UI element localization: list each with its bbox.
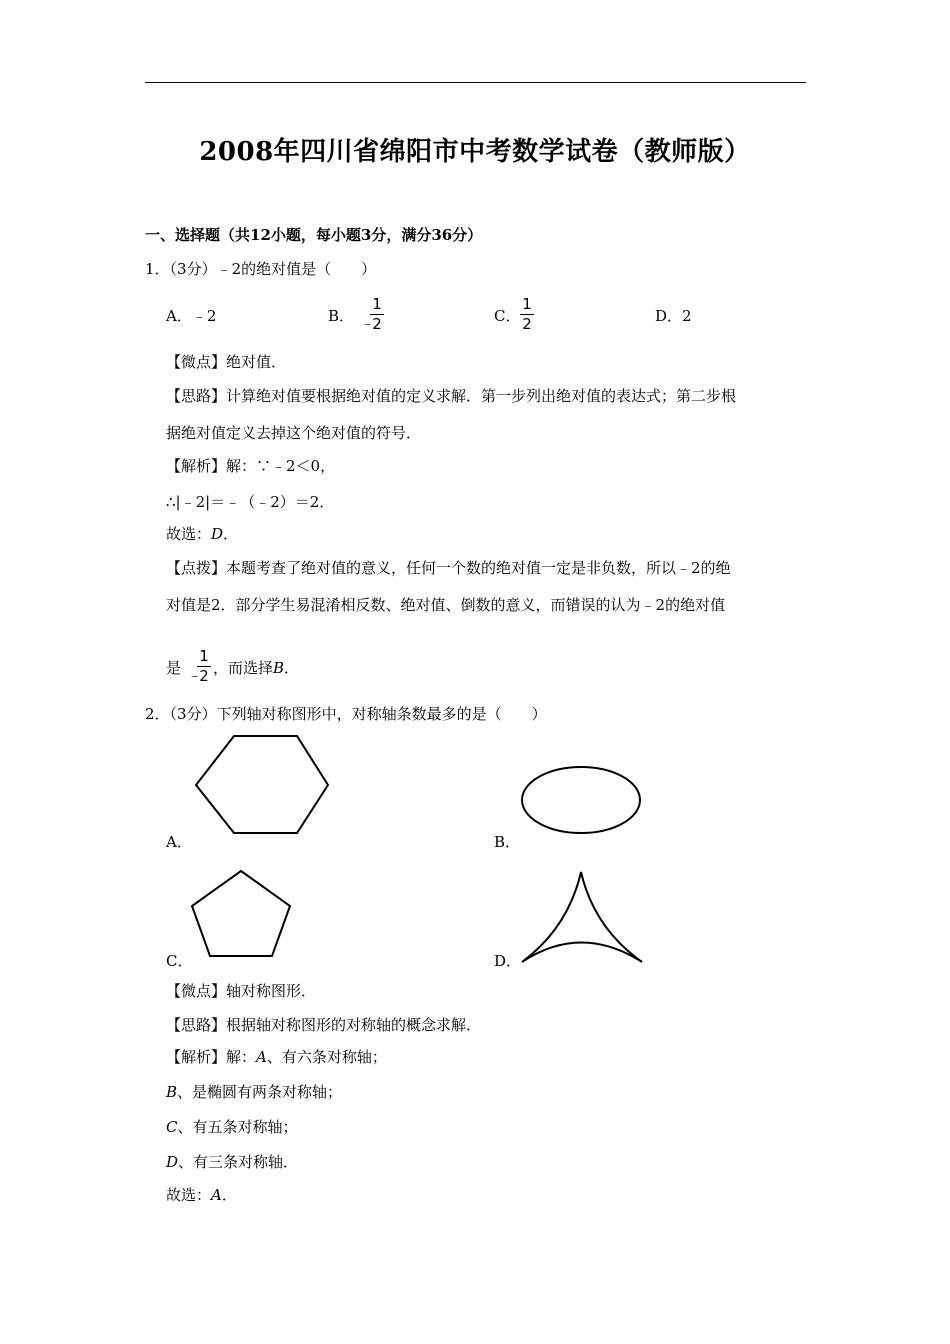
answer-suffix: ． xyxy=(223,525,239,543)
q1-dianbo-sign: ﹣ xyxy=(187,666,203,684)
dianbo-letter: B xyxy=(273,659,285,677)
jiexi-a-letter: A xyxy=(256,1048,267,1066)
q1-option-b-sign: ﹣ xyxy=(360,314,376,332)
q1-dianbo-line1: 【点拨】本题考查了绝对值的意义，任何一个数的绝对值一定是非负数，所以﹣2的绝 xyxy=(166,559,731,577)
q1-step: ∴|﹣2|＝﹣（﹣2）＝2． xyxy=(166,493,335,511)
q1-dianbo-line3-prefix: 是 xyxy=(166,659,182,677)
q1-dianbo-fraction xyxy=(197,648,211,685)
q2-weidian: 【微点】轴对称图形． xyxy=(166,982,317,1000)
q1-dianbo-line3-rest xyxy=(213,658,299,678)
q2-jiexi-d xyxy=(166,1152,298,1172)
q2-figure-d-label: D． xyxy=(494,952,522,970)
jiexi-a-text: 、有六条对称轴； xyxy=(266,1048,387,1066)
page-title: 2008年四川省绵阳市中考数学试卷（教师版） xyxy=(199,137,751,167)
q2-stem: 2．（3分）下列轴对称图形中，对称轴条数最多的是（ ） xyxy=(145,705,547,723)
answer-prefix: 故选： xyxy=(166,525,212,543)
fraction-denominator: 2 xyxy=(372,315,382,333)
q1-silu-line2: 据绝对值定义去掉这个绝对值的符号． xyxy=(166,424,422,442)
q1-stem: 1．（3分）﹣2的绝对值是（ ） xyxy=(145,260,377,278)
q1-option-c-label: C． xyxy=(494,307,521,325)
q1-option-b-fraction xyxy=(370,296,384,333)
q2-figure-a-label: A． xyxy=(166,833,192,851)
jiexi-d-text: 、有三条对称轴． xyxy=(178,1153,299,1171)
q2-jiexi-c xyxy=(166,1117,298,1137)
jiexi-b-text: 、是椭圆有两条对称轴； xyxy=(177,1083,343,1101)
q1-option-c-fraction xyxy=(520,296,534,333)
q1-option-d: D．2 xyxy=(655,307,692,325)
jiexi-b-letter: B xyxy=(166,1083,178,1101)
answer-letter: D xyxy=(211,525,224,543)
q1-dianbo-line2: 对值是2．部分学生易混淆相反数、绝对值、倒数的意义，而错误的认为﹣2的绝对值 xyxy=(166,596,726,614)
jiexi-c-letter: C xyxy=(166,1118,178,1136)
q1-option-b-label: B． xyxy=(328,307,355,325)
q1-weidian: 【微点】绝对值． xyxy=(166,353,287,371)
q1-answer xyxy=(166,524,238,544)
q2-jiexi-a xyxy=(166,1047,387,1067)
answer-prefix: 故选： xyxy=(166,1186,212,1204)
fraction-denominator: 2 xyxy=(522,315,532,333)
q2-jiexi-b xyxy=(166,1082,342,1102)
ellipse-figure xyxy=(518,762,648,838)
fraction-denominator: 2 xyxy=(199,667,209,685)
curved-triangle-figure xyxy=(518,868,648,968)
answer-letter: A xyxy=(211,1186,222,1204)
fraction-numerator: 1 xyxy=(522,295,532,313)
jiexi-d-letter: D xyxy=(166,1153,179,1171)
fraction-numerator: 1 xyxy=(199,647,209,665)
answer-suffix: ． xyxy=(221,1186,237,1204)
dianbo-mid: ，而选择 xyxy=(213,659,274,677)
q1-silu-line1: 【思路】计算绝对值要根据绝对值的定义求解．第一步列出绝对值的表达式；第二步根 xyxy=(166,387,737,405)
dianbo-end: ． xyxy=(284,659,300,677)
jiexi-prefix: 【解析】解： xyxy=(166,1048,257,1066)
q2-figure-b-label: B． xyxy=(494,833,521,851)
pentagon-figure xyxy=(188,868,298,964)
header-rule xyxy=(145,82,806,83)
q1-jiexi: 【解析】解：∵﹣2＜0， xyxy=(166,457,336,475)
q2-silu: 【思路】根据轴对称图形的对称轴的概念求解． xyxy=(166,1016,482,1034)
q2-figure-c-label: C． xyxy=(166,952,193,970)
q2-answer xyxy=(166,1185,237,1205)
section-heading: 一、选择题（共12小题，每小题3分，满分36分） xyxy=(145,226,483,244)
hexagon-figure xyxy=(190,733,335,837)
fraction-numerator: 1 xyxy=(372,295,382,313)
q1-option-a: A．﹣2 xyxy=(166,307,217,325)
jiexi-c-text: 、有五条对称轴； xyxy=(177,1118,298,1136)
